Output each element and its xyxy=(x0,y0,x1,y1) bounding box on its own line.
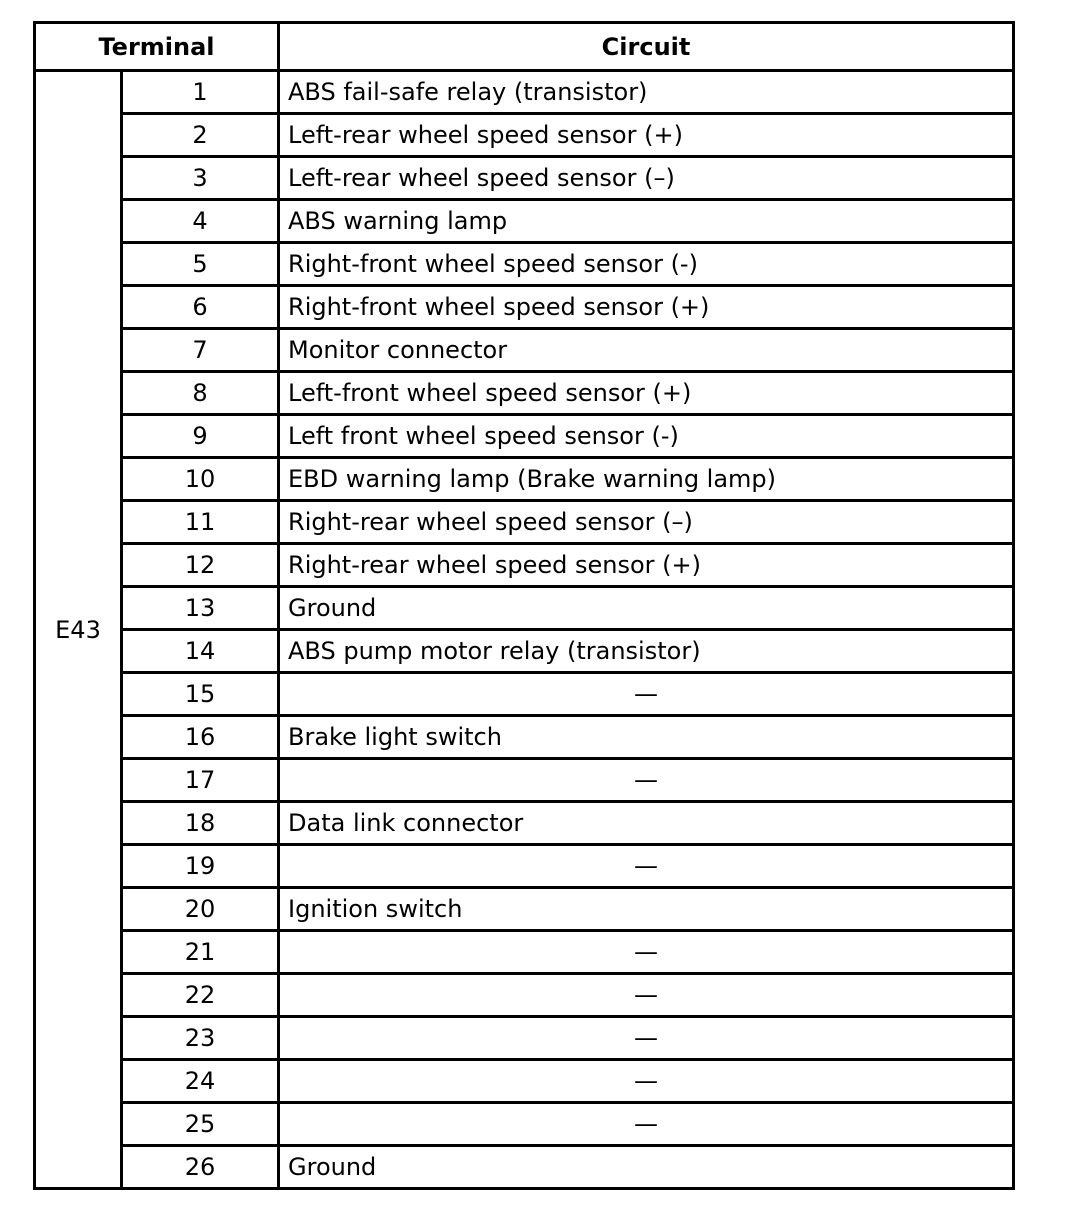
table-row xyxy=(35,759,1014,802)
circuit-name-cell: Right-front wheel speed sensor (-) xyxy=(279,243,1014,286)
circuit-header: Circuit xyxy=(279,23,1014,71)
pin-number-cell: 18 xyxy=(122,802,279,845)
pin-number-cell: 2 xyxy=(122,114,279,157)
table-row xyxy=(35,501,1014,544)
table-row xyxy=(35,587,1014,630)
table-header-row xyxy=(35,23,1014,71)
table-row xyxy=(35,114,1014,157)
pin-number-cell: 23 xyxy=(122,1017,279,1060)
pin-number-cell: 1 xyxy=(122,71,279,114)
table-row xyxy=(35,1103,1014,1146)
pin-number-cell: 3 xyxy=(122,157,279,200)
circuit-name-cell: — xyxy=(279,931,1014,974)
table-row xyxy=(35,845,1014,888)
pin-number-cell: 26 xyxy=(122,1146,279,1189)
pin-number-cell: 21 xyxy=(122,931,279,974)
table-row xyxy=(35,1060,1014,1103)
circuit-name-cell: Right-front wheel speed sensor (+) xyxy=(279,286,1014,329)
circuit-name-cell: Brake light switch xyxy=(279,716,1014,759)
circuit-name-cell: — xyxy=(279,1103,1014,1146)
circuit-name-cell: Ground xyxy=(279,587,1014,630)
circuit-name-cell: EBD warning lamp (Brake warning lamp) xyxy=(279,458,1014,501)
terminal-header: Terminal xyxy=(35,23,279,71)
pin-number-cell: 4 xyxy=(122,200,279,243)
pin-number-cell: 5 xyxy=(122,243,279,286)
circuit-name-cell: ABS fail-safe relay (transistor) xyxy=(279,71,1014,114)
circuit-name-cell: — xyxy=(279,759,1014,802)
table-row xyxy=(35,200,1014,243)
circuit-name-cell: Monitor connector xyxy=(279,329,1014,372)
table-row xyxy=(35,673,1014,716)
table-row xyxy=(35,802,1014,845)
pin-number-cell: 10 xyxy=(122,458,279,501)
circuit-name-cell: — xyxy=(279,845,1014,888)
circuit-name-cell: Left front wheel speed sensor (-) xyxy=(279,415,1014,458)
pin-number-cell: 9 xyxy=(122,415,279,458)
table-row xyxy=(35,974,1014,1017)
pin-number-cell: 7 xyxy=(122,329,279,372)
pin-number-cell: 8 xyxy=(122,372,279,415)
circuit-name-cell: ABS pump motor relay (transistor) xyxy=(279,630,1014,673)
pin-number-cell: 24 xyxy=(122,1060,279,1103)
pin-number-cell: 11 xyxy=(122,501,279,544)
circuit-name-cell: Right-rear wheel speed sensor (–) xyxy=(279,501,1014,544)
table-row xyxy=(35,931,1014,974)
table-row xyxy=(35,329,1014,372)
circuit-name-cell: Left-rear wheel speed sensor (–) xyxy=(279,157,1014,200)
pin-number-cell: 12 xyxy=(122,544,279,587)
table-row xyxy=(35,71,1014,114)
table-row xyxy=(35,286,1014,329)
circuit-name-cell: Data link connector xyxy=(279,802,1014,845)
connector-id-cell: E43 xyxy=(35,71,122,1189)
circuit-name-cell: Right-rear wheel speed sensor (+) xyxy=(279,544,1014,587)
table-row xyxy=(35,716,1014,759)
table-row xyxy=(35,458,1014,501)
circuit-name-cell: Left-front wheel speed sensor (+) xyxy=(279,372,1014,415)
table-row xyxy=(35,415,1014,458)
table-row xyxy=(35,243,1014,286)
table-row xyxy=(35,1146,1014,1189)
circuit-name-cell: Ground xyxy=(279,1146,1014,1189)
circuit-name-cell: — xyxy=(279,974,1014,1017)
terminal-circuit-table xyxy=(33,21,1015,1190)
table-row xyxy=(35,1017,1014,1060)
circuit-name-cell: ABS warning lamp xyxy=(279,200,1014,243)
pin-number-cell: 22 xyxy=(122,974,279,1017)
table-row xyxy=(35,630,1014,673)
table-body xyxy=(35,71,1014,1189)
pin-number-cell: 25 xyxy=(122,1103,279,1146)
pin-number-cell: 17 xyxy=(122,759,279,802)
pin-number-cell: 16 xyxy=(122,716,279,759)
pin-number-cell: 6 xyxy=(122,286,279,329)
table-row xyxy=(35,544,1014,587)
circuit-name-cell: — xyxy=(279,673,1014,716)
pin-number-cell: 20 xyxy=(122,888,279,931)
table-row xyxy=(35,888,1014,931)
circuit-name-cell: Left-rear wheel speed sensor (+) xyxy=(279,114,1014,157)
pin-number-cell: 14 xyxy=(122,630,279,673)
circuit-name-cell: Ignition switch xyxy=(279,888,1014,931)
table-row xyxy=(35,372,1014,415)
table-row xyxy=(35,157,1014,200)
circuit-name-cell: — xyxy=(279,1060,1014,1103)
pin-number-cell: 19 xyxy=(122,845,279,888)
pin-number-cell: 13 xyxy=(122,587,279,630)
circuit-name-cell: — xyxy=(279,1017,1014,1060)
pin-number-cell: 15 xyxy=(122,673,279,716)
